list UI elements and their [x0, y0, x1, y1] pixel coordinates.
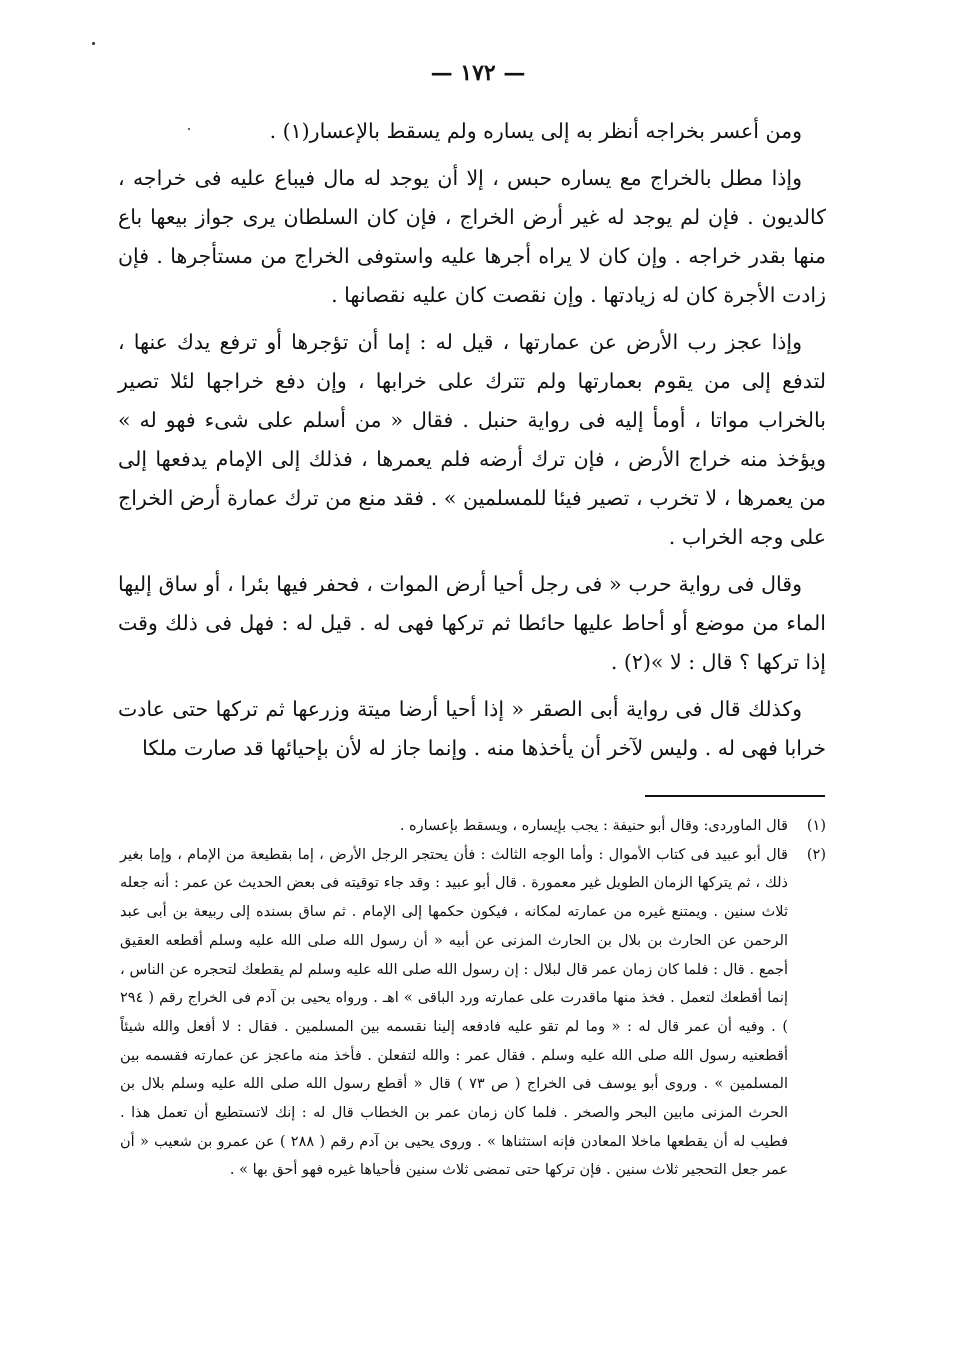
- footnote-text: قال أبو عبيد فى كتاب الأموال : وأما الوجه الثالث : فأن يحتجر الرجل الأرض ، إما بقطيعة من الإمام ، وإما بغير ذلك ، ثم يتركها الزمان الطويل غير معمورة . قال أبو عبيد : وقد جاء توقيته فى بعض الحديث عن عمر : أنه جعله ثلاث سنين . ويمتنع غيره من عمارته لمكانه ، فيكون حكمها إلى الإمام . ثم ساق بسنده إلى ربيعة بن أبى عبد الرحمن عن الحارث بن بلال بن الحارث المزنى عن أبيه « أن رسول الله صلى الله عليه وسلم أقطعه العقيق أجمع . قال : فلما كان زمان عمر قال لبلال : إن رسول الله صلى الله عليه وسلم لم يقطعك لتحجره عن الناس ، إنما أقطعك لتعمل . فخذ منها ماقدرت على عمارته ورد الباقى » اهـ . ورواه يحيى بن آدم فى الخراج رقم ( ٢٩٤ ) . وفيه أن عمر قال له : « وما لم تقو عليه فادفعه إلينا نقسمه بين المسلمين . فقال : لا أفعل والله شيئاً أقطعنيه رسول الله صلى الله عليه وسلم . فقال عمر : والله لتفعلن . فأخذ منه ماعجز عن عمارته فقسمه بين المسلمين » . وروى أبو يوسف فى الخراج ( ص ٧٣ ) قال « أقطع رسول الله صلى الله عليه وسلم بلال بن الحرث المزنى مابين البحر والصخر . فلما كان زمان عمر بن الخطاب قال له : إنك لاتستطيع أن تعمل هذا . فطيب له أن يقطعها ماخلا المعادن فإنه استثناها » . وروى يحيى بن آدم رقم ( ٢٨٨ ) عن عمرو بن شعيب « أن عمر جعل التحجير ثلاث سنين . فإن تركها حتى تمضى ثلاث سنين فأحياها غيره فهو أحق بها » .: [120, 846, 788, 1179]
- footnote-separator: [645, 795, 825, 797]
- page-number: — ١٧٢ —: [430, 60, 526, 86]
- paragraph-2: وإذا مطل بالخراج مع يساره حبس ، إلا أن يوجد له مال فيباع عليه فى خراجه ، كالديون . فإن لم يوجد له غير أرض الخراج ، فإن كان السلطان يرى جواز بيعها باع منها بقدر خراجه . وإن كان لا يراه أجرها عليه واستوفى الخراج من مستأجرها . فإن زادت الأجرة كان له زيادتها . وإن نقصت كان عليه نقصانها .: [118, 166, 826, 307]
- footnotes: [120, 812, 826, 1185]
- footnote-mark: (٢): [806, 846, 826, 863]
- footnote-text: قال الماوردى: وقال أبو حنيفة : يجب بإيساره ، ويسقط بإعساره .: [399, 818, 788, 834]
- scan-speck: [92, 42, 95, 45]
- paragraph-5: وكذلك قال فى رواية أبى الصقر « إذا أحيا أرضا ميتة وزرعها ثم تركها حتى عادت خرابا فهى له . وليس لآخر أن يأخذها منه . وإنما جاز له لأن بإحيائها قد صارت ملكا: [118, 697, 826, 760]
- footnote-1: [120, 812, 826, 841]
- paragraph-4: وقال فى رواية حرب « فى رجل أحيا أرض الموات ، فحفر فيها بئرا ، أو ساق إليها الماء من موضع أو أحاط عليها حائطا ثم تركها فهى له . قيل له : فهل فى ذلك وقت إذا تركها ؟ قال : لا »(٢) .: [118, 572, 826, 674]
- footnote-2: [120, 841, 826, 1185]
- paragraph-1: ومن أعسر بخراجه أنظر به إلى يساره ولم يسقط بالإعسار(١) .: [269, 119, 802, 143]
- paragraph-3: وإذا عجز رب الأرض عن عمارتها ، قيل له : إما أن تؤجرها أو ترفع يدك عنها ، لتدفع إلى من يقوم بعمارتها ولم تترك على خرابها ، وإن دفع خراجها لئلا تصير بالخراب مواتا ، أومأ إليه فى رواية حنبل . فقال « من أسلم على شىء فهو له » ويؤخذ منه خراج الأرض ، فإن ترك أرضه فلم يعمرها ، فذلك إلى الإمام يدفعها إلى من يعمرها ، لا تخرب ، تصير فيئا للمسلمين » . فقد منع من ترك عمارة أرض الخراج على وجه الخراب .: [118, 330, 826, 549]
- scan-speck: [188, 128, 190, 130]
- main-text: [118, 112, 826, 768]
- footnote-mark: (١): [806, 818, 826, 834]
